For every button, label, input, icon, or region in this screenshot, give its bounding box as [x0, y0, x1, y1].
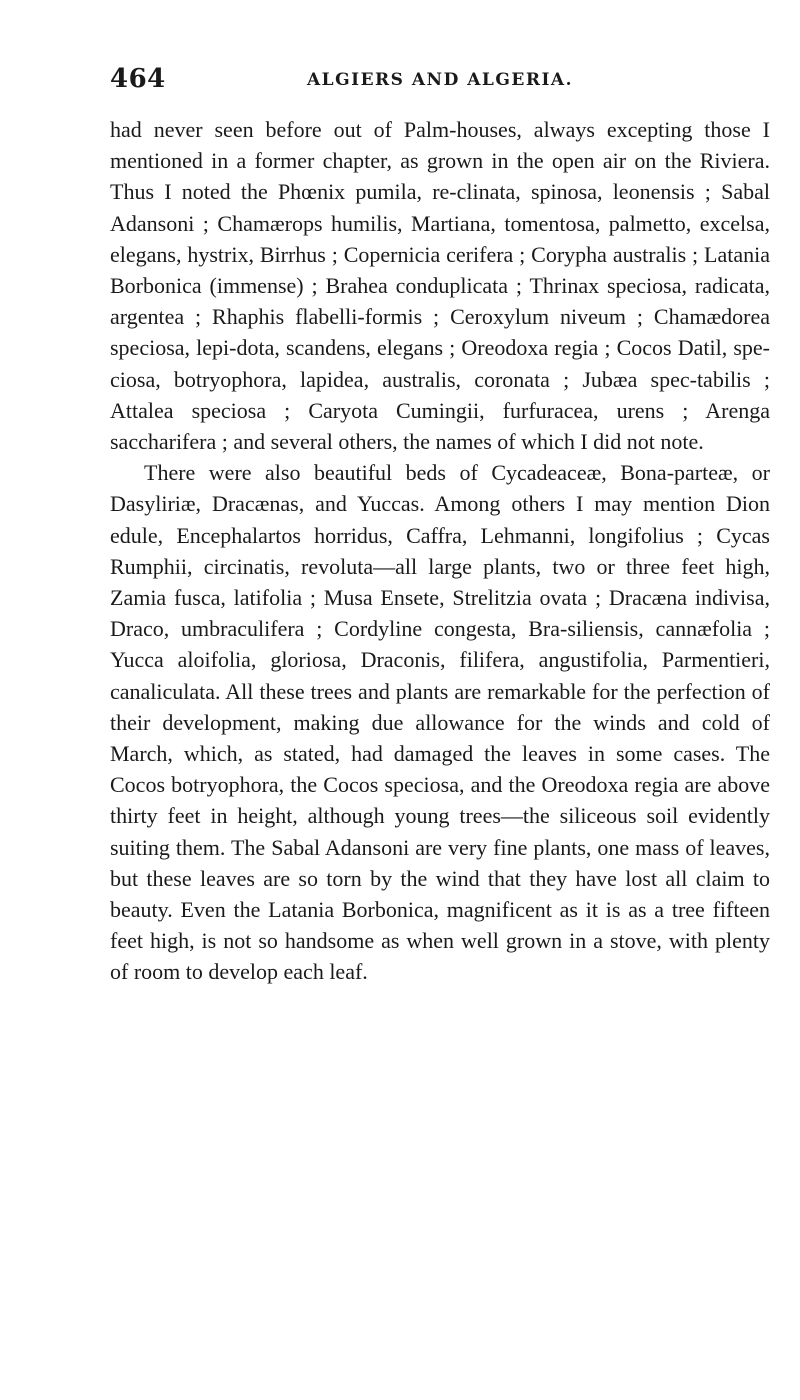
running-head: ALGIERS AND ALGERIA. — [306, 70, 574, 90]
paragraph-continued: had never seen before out of Palm-houses, always excepting those I mentioned in a former chapter, as grown in the open air on the Riviera. Thus I noted the Phœnix pumila, re-clinata, spinosa, leonensis ; Sabal Adansoni ; Chamærops humilis, Martiana, tomentosa, palmetto, excelsa, elegans, hystrix, Birrhus ; Copernicia cerifera ; Corypha australis ; Latania Borbonica (immense) ; Brahea conduplicata ; Thrinax speciosa, radicata, argentea ; Rhaphis flabelli-formis ; Ceroxylum niveum ; Chamædorea speciosa, lepi-dota, scandens, elegans ; Oreodoxa regia ; Cocos Datil, spe-ciosa, botryophora, lapidea, australis, coronata ; Jubæa spec-tabilis ; Attalea speciosa ; Caryota Cumingii, furfuracea, urens ; Arenga saccharifera ; and several others, the names of which I did not note. — [110, 117, 770, 455]
book-page — [110, 64, 770, 988]
paragraph: There were also beautiful beds of Cycadeaceæ, Bona-parteæ, or Dasyliriæ, Dracænas, and Yuccas. Among others I may mention Dion edule, Encephalartos horridus, Caffra, Lehmanni, longifolius ; Cycas Rumphii, circinatis, revoluta—all large plants, two or three feet high, Zamia fusca, latifolia ; Musa Ensete, Strelitzia ovata ; Dracæna indivisa, Draco, umbraculifera ; Cordyline congesta, Bra-siliensis, cannæfolia ; Yucca aloifolia, gloriosa, Draconis, filifera, angustifolia, Parmentieri, canaliculata. All these trees and plants are remarkable for the perfection of their development, making due allowance for the winds and cold of March, which, as stated, had damaged the leaves in some cases. The Cocos botryophora, the Cocos speciosa, and the Oreodoxa regia are above thirty feet in height, although young trees—the siliceous soil evidently suiting them. The Sabal Adansoni are very fine plants, one mass of leaves, but these leaves are so torn by the wind that they have lost all claim to beauty. Even the Latania Borbonica, magnificent as it is as a tree fifteen feet high, is not so handsome as when well grown in a stove, with plenty of room to develop each leaf. — [110, 460, 770, 985]
page-number: 464 — [110, 64, 166, 94]
page-header — [110, 64, 770, 108]
body-text — [110, 114, 770, 988]
